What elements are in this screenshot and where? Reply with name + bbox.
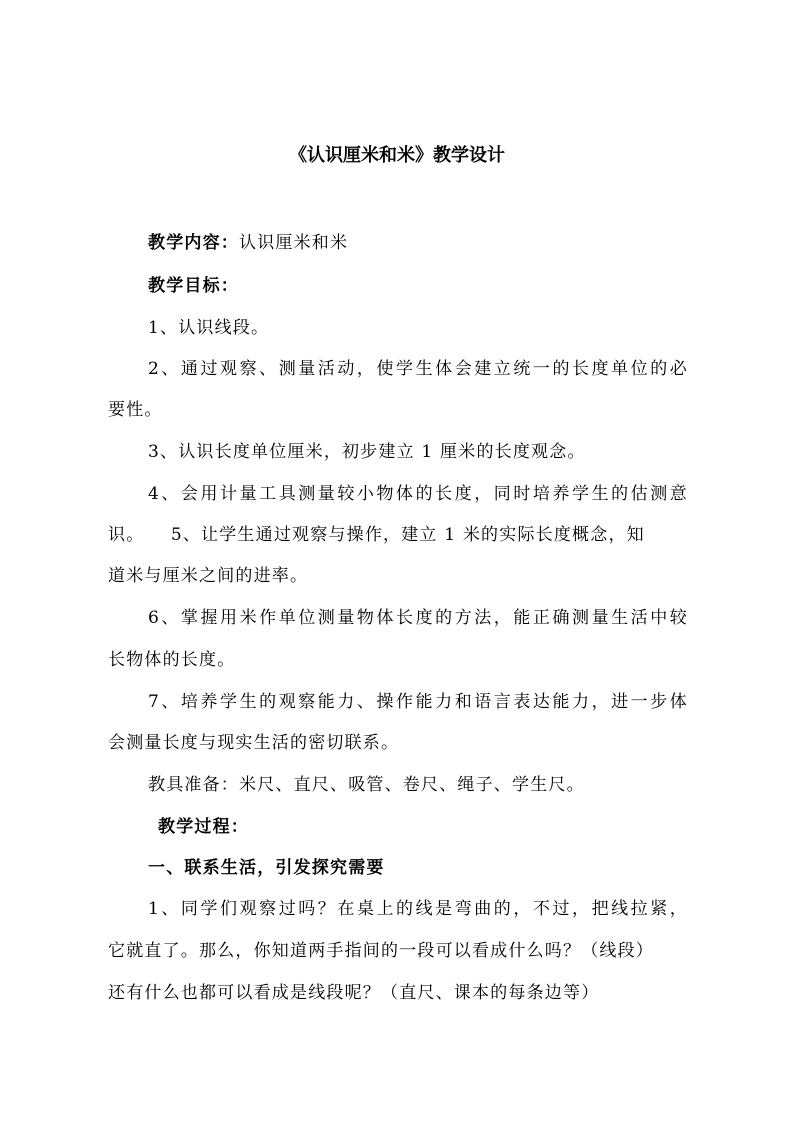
teaching-content-value: 认识厘米和米	[239, 233, 349, 253]
goal-3: 3、认识长度单位厘米，初步建立 1 厘米的长度观念。	[148, 442, 586, 462]
teaching-content-line	[148, 229, 728, 257]
teaching-goals-heading: 教学目标：	[148, 276, 239, 296]
goal-6-line-2: 长物体的长度。	[108, 650, 236, 670]
document-title: 《认识厘米和米》教学设计	[289, 145, 505, 166]
section-1-heading: 一、联系生活，引发探究需要	[148, 858, 385, 878]
goal-2-line-1: 2、通过观察、测量活动，使学生体会建立统一的长度单位的必	[148, 359, 688, 379]
goal-4-line-1: 4、会用计量工具测量较小物体的长度，同时培养学生的估测意	[148, 484, 688, 504]
goal-1: 1、认识线段。	[148, 318, 270, 338]
goal-4-line-2: 识。 5、让学生通过观察与操作，建立 1 米的实际长度概念，知	[108, 525, 645, 545]
paragraph-1-line-1: 1、同学们观察过吗？在桌上的线是弯曲的，不过，把线拉紧，	[148, 899, 688, 919]
goal-6-line-1: 6、掌握用米作单位测量物体长度的方法，能正确测量生活中较	[148, 608, 688, 628]
teaching-content-label: 教学内容：	[148, 233, 239, 253]
teaching-tools: 教具准备：米尺、直尺、吸管、卷尺、绳子、学生尺。	[148, 775, 585, 795]
paragraph-1-line-2: 它就直了。那么，你知道两手指间的一段可以看成什么吗？（线段）	[108, 941, 654, 961]
goal-7-line-2: 会测量长度与现实生活的密切联系。	[108, 733, 400, 753]
paragraph-1-line-3: 还有什么也都可以看成是线段呢？（直尺、课本的每条边等）	[108, 983, 600, 1003]
goal-7-line-1: 7、培养学生的观察能力、操作能力和语言表达能力，进一步体	[148, 692, 688, 712]
goal-2-line-2: 要性。	[108, 400, 163, 420]
teaching-process-heading: 教学过程：	[158, 817, 249, 837]
goal-4-line-3: 道米与厘米之间的进率。	[108, 566, 309, 586]
